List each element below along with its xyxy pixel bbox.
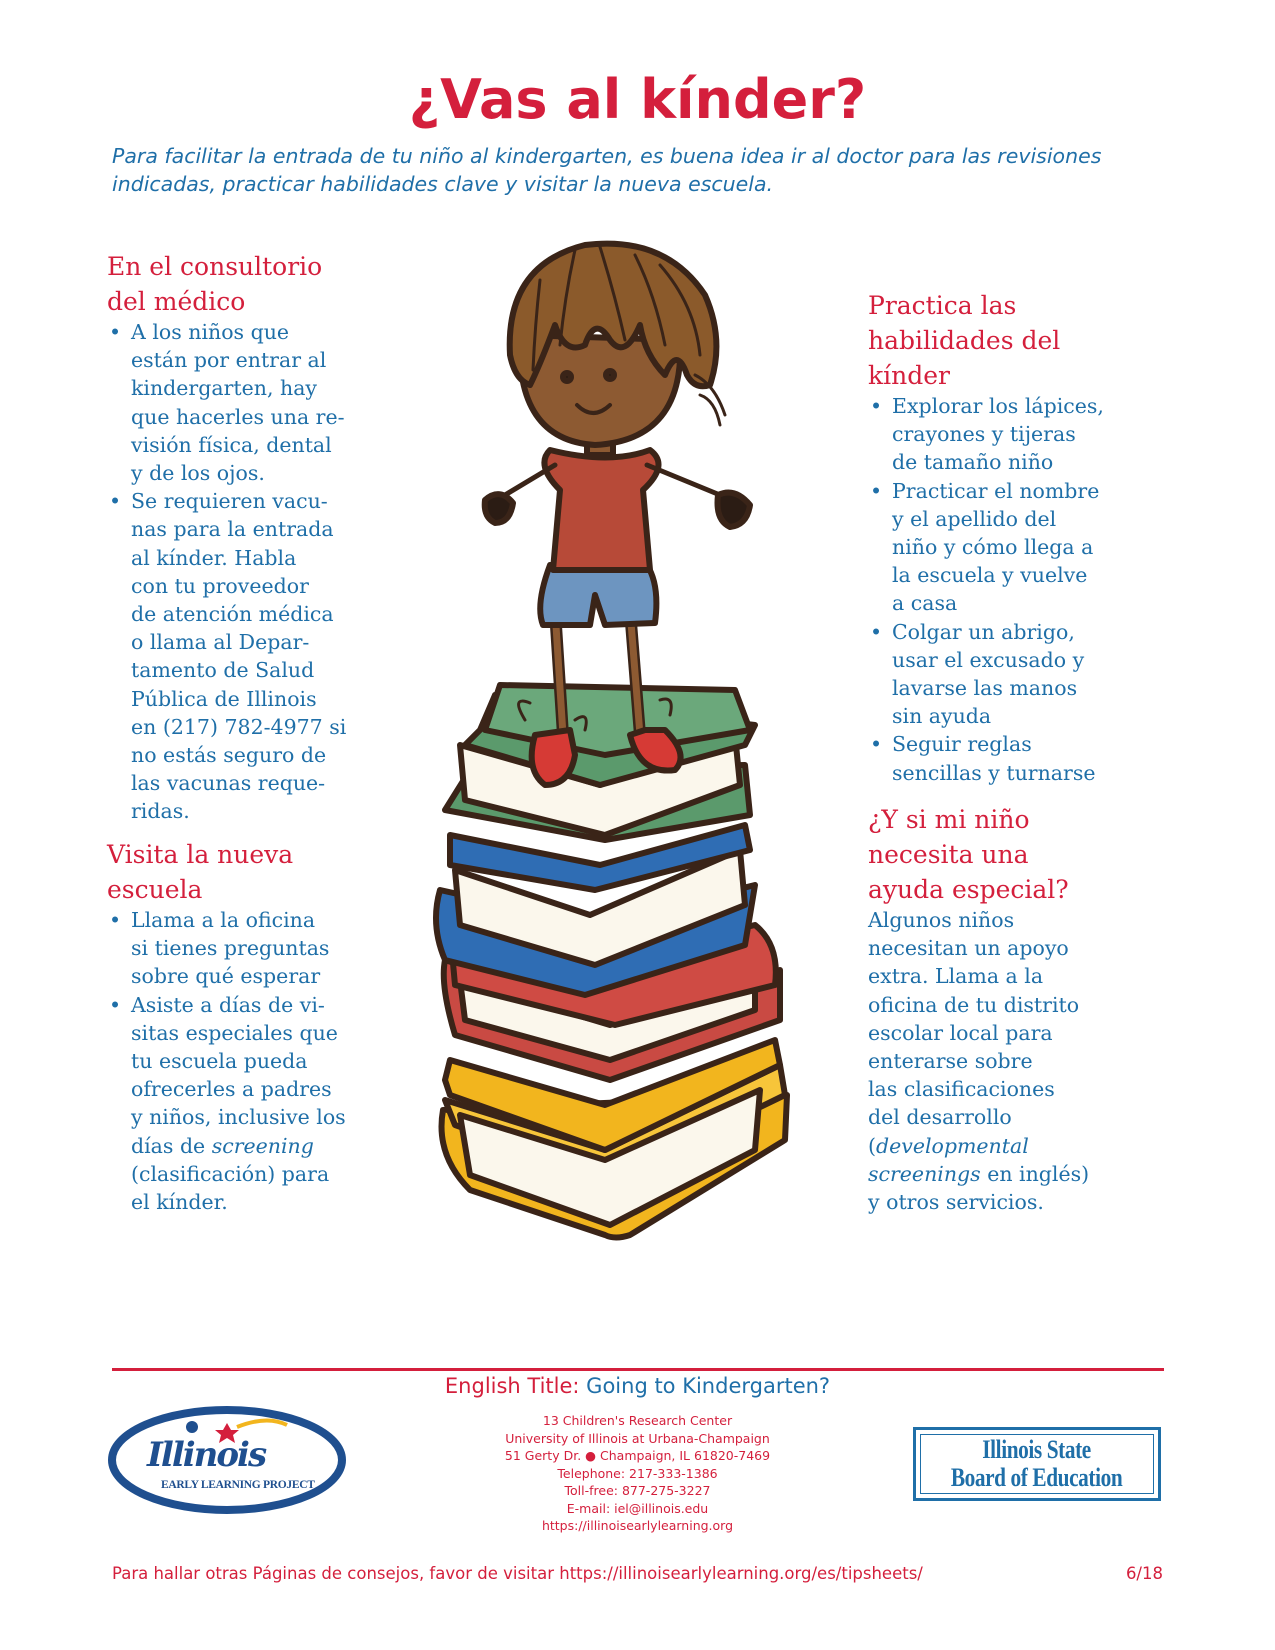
list-item: • Colgar un abrigo, usar el excusado y lavarse las manos sin ayuda: [868, 618, 1138, 731]
footer-divider: [112, 1368, 1164, 1371]
doctor-heading: En el consultorio del médico: [107, 252, 323, 316]
list-item-text: (clasificación) para el kínder.: [131, 1161, 330, 1215]
list-item: • Seguir reglas sencillas y turnarse: [868, 730, 1138, 786]
special-paragraph: [868, 906, 1138, 1216]
list-item: • Llama a la oficina si tienes preguntas sobre qué esperar: [107, 906, 367, 991]
contact-line: 51 Gerty Dr. ● Champaign, IL 61820-7469: [504, 1448, 771, 1463]
list-item: • Se requieren vacu- nas para la entrada al kínder. Habla con tu proveedor de atención médica o llama al Depar- tamento de Salud Pública de Illinois en (217) 782-4977 si no estás seguro de las vacunas reque- ridas.: [107, 487, 367, 825]
page-title: ¿Vas al kínder?: [408, 68, 867, 131]
isbe-line-1: Illinois State: [982, 1435, 1092, 1464]
english-title-label: English Title:: [444, 1374, 580, 1398]
paragraph-italic: developmental screenings: [868, 1133, 1029, 1186]
visit-heading: Visita la nueva escuela: [107, 840, 294, 904]
list-item: • A los niños que están por entrar al kindergarten, hay que hacerles una re- visión física, dental y de los ojos.: [107, 318, 367, 487]
contact-line: Telephone: 217-333-1386: [557, 1465, 718, 1481]
visit-list: [107, 906, 367, 1216]
list-item: • Practicar el nombre y el apellido del niño y cómo llega a la escuela y vuelve a casa: [868, 477, 1138, 618]
contact-link[interactable]: https://illinoisearlylearning.org: [541, 1518, 734, 1533]
list-item-italic: screening: [211, 1133, 314, 1158]
contact-line: 13 Children's Research Center: [542, 1413, 733, 1428]
page-number: 6/18: [1125, 1564, 1163, 1583]
contact-line: Toll-free: 877-275-3227: [564, 1483, 711, 1498]
contact-block: [440, 1412, 835, 1535]
illinois-early-learning-logo: [107, 1405, 347, 1515]
logo-sub-text: EARLY LEARNING PROJECT: [161, 1479, 315, 1491]
tipsheets-link-text[interactable]: Para hallar otras Páginas de consejos, favor de visitar https://illinoisearlylearning.org/es/tipsheets/: [112, 1564, 923, 1583]
logo-main-text: Illinois: [147, 1435, 266, 1475]
list-item: • Explorar los lápices, crayones y tijeras de tamaño niño: [868, 392, 1138, 477]
contact-line: E-mail: iel@illinois.edu: [566, 1500, 709, 1516]
isbe-logo: [913, 1427, 1161, 1501]
list-item: [107, 991, 367, 1217]
skills-heading: Practica las habilidades del kínder: [868, 291, 1061, 390]
contact-line: University of Illinois at Urbana-Champaign: [505, 1430, 770, 1446]
skills-list: [868, 392, 1138, 787]
paragraph-text: en inglés) y otros servicios.: [868, 1161, 1090, 1215]
list-item-text: Asiste a días de vi- sitas especiales que tu escuela pueda ofrecerles a padres y niños, inclusive los días de: [131, 992, 346, 1158]
english-title: [0, 1374, 1275, 1398]
isbe-logo-text: [951, 1436, 1123, 1492]
paragraph-text: Algunos niños necesitan un apoyo extra. Llama a la oficina de tu distrito escolar local para enterarse sobre las clasificaciones del desarrollo (: [868, 908, 1080, 1158]
doctor-list: [107, 318, 367, 826]
child-on-books-illustration: [415, 225, 815, 1255]
english-title-value: Going to Kindergarten?: [579, 1374, 831, 1398]
intro-text: Para facilitar la entrada de tu niño al kindergarten, es buena idea ir al doctor para las revisiones indicadas, practicar habilidades clave y visitar la nueva escuela.: [112, 144, 1102, 196]
special-heading: ¿Y si mi niño necesita una ayuda especial?: [868, 805, 1069, 904]
isbe-line-2: Board of Education: [951, 1463, 1123, 1492]
